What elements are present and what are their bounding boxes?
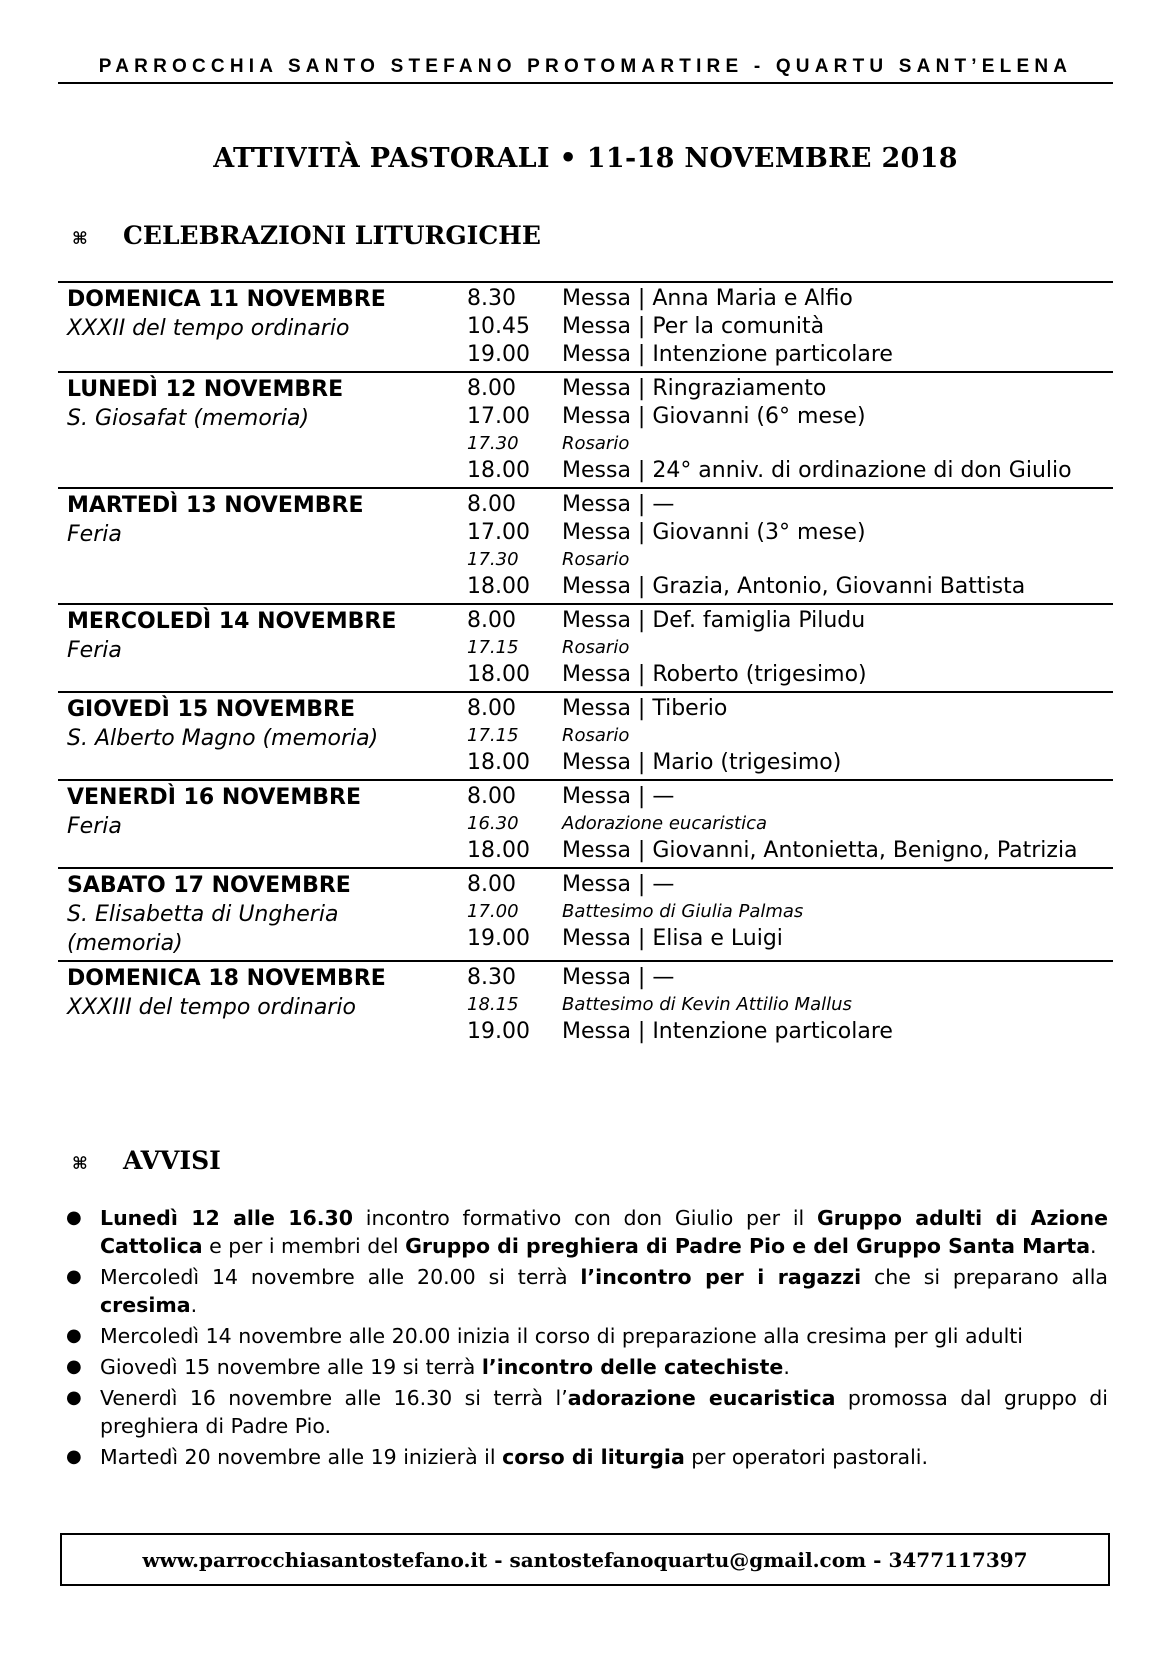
event-time: 17.00 <box>467 901 519 922</box>
day-name: VENERDÌ 16 NOVEMBRE <box>67 785 362 810</box>
notice-text: incontro formativo con don Giulio per il <box>353 1206 817 1230</box>
event-time: 8.30 <box>467 286 516 311</box>
event-description: Messa | Anna Maria e Alfio <box>562 286 853 311</box>
event-row <box>467 695 1113 723</box>
event-description: Messa | Intenzione particolare <box>562 342 893 367</box>
notice-text-bold: l’incontro delle catechiste <box>481 1355 784 1379</box>
event-description: Messa | Def. famiglia Piludu <box>562 608 866 633</box>
event-time: 8.00 <box>467 696 516 721</box>
bullet-icon: ● <box>66 1356 82 1377</box>
event-description: Messa | Mario (trigesimo) <box>562 750 842 775</box>
notice-text: che si preparano alla <box>861 1265 1108 1289</box>
day-name: MARTEDÌ 13 NOVEMBRE <box>67 493 364 518</box>
event-description: Messa | Roberto (trigesimo) <box>562 662 867 687</box>
notice-item <box>66 1443 1108 1471</box>
day-events <box>467 783 1113 865</box>
event-time: 8.00 <box>467 784 516 809</box>
schedule-day <box>58 779 1113 867</box>
event-time: 18.00 <box>467 458 530 483</box>
event-description: Adorazione eucaristica <box>562 813 768 834</box>
day-info <box>58 491 467 601</box>
day-note: (memoria) <box>67 931 183 956</box>
day-info <box>58 695 467 777</box>
notice-item <box>66 1384 1108 1440</box>
bullet-icon: ● <box>66 1325 82 1346</box>
event-time: 8.00 <box>467 608 516 633</box>
event-description: Messa | 24° anniv. di ordinazione di don Giulio <box>562 458 1072 483</box>
event-row <box>467 375 1113 403</box>
event-description: Rosario <box>562 725 630 746</box>
event-row <box>467 783 1113 811</box>
notice-text: Mercoledì 14 novembre alle 20.00 si terrà <box>100 1265 581 1289</box>
event-time: 8.00 <box>467 376 516 401</box>
event-time: 17.15 <box>467 725 519 746</box>
event-time: 18.00 <box>467 750 530 775</box>
event-row <box>467 635 1113 661</box>
day-events <box>467 375 1113 485</box>
section-liturgy-title: CELEBRAZIONI LITURGICHE <box>123 221 541 250</box>
schedule-day <box>58 281 1113 371</box>
event-row <box>467 313 1113 341</box>
event-row <box>467 992 1113 1018</box>
event-time: 18.00 <box>467 838 530 863</box>
day-name: SABATO 17 NOVEMBRE <box>67 873 351 898</box>
section-notices <box>72 1146 221 1175</box>
day-info <box>58 285 467 369</box>
event-description: Battesimo di Giulia Palmas <box>562 901 804 922</box>
notice-text-bold: Lunedì 12 alle 16.30 <box>100 1206 354 1230</box>
event-time: 18.00 <box>467 662 530 687</box>
notice-text: Martedì 20 novembre alle 19 inizierà il <box>100 1445 503 1469</box>
event-row <box>467 871 1113 899</box>
bullet-icon: ● <box>66 1207 82 1228</box>
day-name: DOMENICA 11 NOVEMBRE <box>67 287 386 312</box>
event-row <box>467 547 1113 573</box>
day-note: XXXIII del tempo ordinario <box>67 995 356 1020</box>
day-events <box>467 871 1113 958</box>
event-description: Messa | Grazia, Antonio, Giovanni Battista <box>562 574 1026 599</box>
event-time: 18.15 <box>467 994 519 1015</box>
event-row <box>467 457 1113 485</box>
event-description: Messa | — <box>562 872 675 897</box>
notice-item <box>66 1322 1108 1350</box>
event-row <box>467 749 1113 777</box>
notice-text: Mercoledì 14 novembre alle 20.00 inizia il corso di preparazione alla cresima per gli adulti <box>100 1324 1024 1348</box>
day-note: XXXII del tempo ordinario <box>67 316 350 341</box>
event-row <box>467 811 1113 837</box>
event-row <box>467 837 1113 865</box>
event-description: Battesimo di Kevin Attilio Mallus <box>562 994 852 1015</box>
event-time: 16.30 <box>467 813 519 834</box>
event-time: 19.00 <box>467 342 530 367</box>
event-row <box>467 661 1113 689</box>
section-notices-title: AVVISI <box>123 1146 221 1175</box>
day-name: MERCOLEDÌ 14 NOVEMBRE <box>67 609 397 634</box>
day-info <box>58 783 467 865</box>
notice-text-bold: cresima <box>100 1293 191 1317</box>
section-liturgy <box>72 221 541 250</box>
schedule-day <box>58 867 1113 960</box>
day-events <box>467 964 1113 1046</box>
event-description: Rosario <box>562 549 630 570</box>
header-divider <box>58 82 1113 84</box>
day-info <box>58 964 467 1046</box>
day-name: LUNEDÌ 12 NOVEMBRE <box>67 377 344 402</box>
page-title: ATTIVITÀ PASTORALI • 11-18 NOVEMBRE 2018 <box>213 143 958 174</box>
notice-text: Giovedì 15 novembre alle 19 si terrà <box>100 1355 482 1379</box>
schedule-day <box>58 371 1113 487</box>
cross-bullet-icon: ⌘ <box>72 229 88 249</box>
schedule-day <box>58 603 1113 691</box>
event-row <box>467 925 1113 953</box>
event-time: 17.15 <box>467 637 519 658</box>
event-row <box>467 899 1113 925</box>
notice-text-bold: Gruppo di preghiera di Padre Pio e del Gruppo Santa Marta <box>405 1234 1091 1258</box>
day-note: Feria <box>67 814 122 839</box>
notice-text: . <box>1090 1234 1097 1258</box>
notice-text: promossa dal gruppo di preghiera di Padre Pio. <box>100 1386 1108 1438</box>
event-description: Rosario <box>562 433 630 454</box>
event-row <box>467 431 1113 457</box>
day-note: Feria <box>67 522 122 547</box>
notices-list <box>66 1204 1108 1474</box>
day-note: S. Alberto Magno (memoria) <box>67 726 379 751</box>
event-row <box>467 519 1113 547</box>
event-time: 8.00 <box>467 872 516 897</box>
notice-text-bold: corso di liturgia <box>502 1445 685 1469</box>
day-name: DOMENICA 18 NOVEMBRE <box>67 966 386 991</box>
day-note: Feria <box>67 638 122 663</box>
notice-item <box>66 1353 1108 1381</box>
event-description: Messa | Ringraziamento <box>562 376 827 401</box>
event-time: 10.45 <box>467 314 530 339</box>
event-time: 17.00 <box>467 520 530 545</box>
event-row <box>467 403 1113 431</box>
event-row <box>467 1018 1113 1046</box>
notice-text: . <box>190 1293 198 1317</box>
event-time: 19.00 <box>467 926 530 951</box>
notice-text: e per i membri del <box>202 1234 406 1258</box>
notice-item <box>66 1263 1108 1319</box>
event-time: 17.30 <box>467 433 519 454</box>
event-time: 8.30 <box>467 965 516 990</box>
event-time: 17.30 <box>467 549 519 570</box>
notice-text: per operatori pastorali. <box>684 1445 928 1469</box>
event-description: Messa | — <box>562 965 675 990</box>
day-note: S. Giosafat (memoria) <box>67 406 310 431</box>
notice-text-bold: l’incontro per i ragazzi <box>580 1265 862 1289</box>
event-description: Rosario <box>562 637 630 658</box>
schedule-day <box>58 487 1113 603</box>
event-description: Messa | Elisa e Luigi <box>562 926 783 951</box>
day-name: GIOVEDÌ 15 NOVEMBRE <box>67 697 355 722</box>
event-time: 17.00 <box>467 404 530 429</box>
schedule-day <box>58 960 1113 1048</box>
event-row <box>467 723 1113 749</box>
event-row <box>467 964 1113 992</box>
day-events <box>467 491 1113 601</box>
bullet-icon: ● <box>66 1266 82 1287</box>
day-events <box>467 695 1113 777</box>
event-time: 18.00 <box>467 574 530 599</box>
day-info <box>58 871 467 958</box>
event-description: Messa | Giovanni (6° mese) <box>562 404 866 429</box>
event-time: 19.00 <box>467 1019 530 1044</box>
event-row <box>467 285 1113 313</box>
day-events <box>467 607 1113 689</box>
cross-bullet-icon: ⌘ <box>72 1154 88 1174</box>
event-row <box>467 573 1113 601</box>
notice-text-bold: Gruppo adulti di Azione Cattolica <box>100 1206 1108 1258</box>
event-time: 8.00 <box>467 492 516 517</box>
notice-text-bold: adorazione eucaristica <box>567 1386 836 1410</box>
schedule-day <box>58 691 1113 779</box>
day-info <box>58 607 467 689</box>
liturgy-schedule <box>58 281 1113 1048</box>
notice-text: . <box>783 1355 790 1379</box>
day-events <box>467 285 1113 369</box>
day-info <box>58 375 467 485</box>
bullet-icon: ● <box>66 1446 82 1467</box>
day-note: S. Elisabetta di Ungheria <box>67 902 339 927</box>
event-row <box>467 341 1113 369</box>
parish-header: PARROCCHIA SANTO STEFANO PROTOMARTIRE - QUARTU SANT’ELENA <box>98 56 1073 77</box>
event-description: Messa | Giovanni (3° mese) <box>562 520 866 545</box>
event-description: Messa | Per la comunità <box>562 314 825 339</box>
bullet-icon: ● <box>66 1387 82 1408</box>
event-description: Messa | — <box>562 784 675 809</box>
event-description: Messa | Giovanni, Antonietta, Benigno, Patrizia <box>562 838 1078 863</box>
footer-contacts: www.parrocchiasantostefano.it - santostefanoquartu@gmail.com - 3477117397 <box>60 1533 1110 1586</box>
event-description: Messa | Tiberio <box>562 696 728 721</box>
event-description: Messa | Intenzione particolare <box>562 1019 893 1044</box>
notice-item <box>66 1204 1108 1260</box>
notice-text: Venerdì 16 novembre alle 16.30 si terrà l’ <box>100 1386 568 1410</box>
event-row <box>467 607 1113 635</box>
event-row <box>467 491 1113 519</box>
event-description: Messa | — <box>562 492 675 517</box>
